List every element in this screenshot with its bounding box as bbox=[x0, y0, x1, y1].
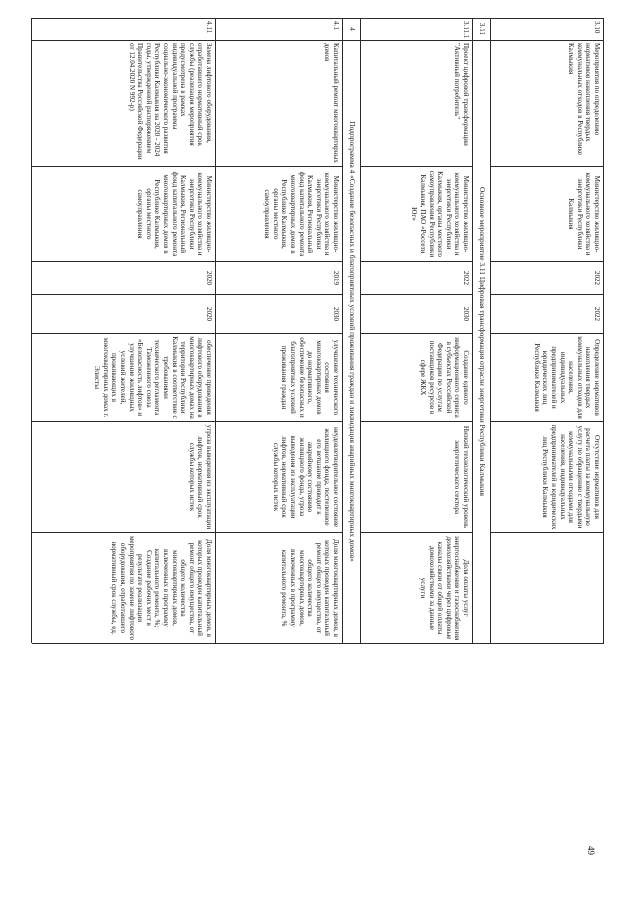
column-border bbox=[216, 643, 343, 644]
cell-name: Капитальный ремонт многоквартирных домов bbox=[323, 43, 340, 163]
cell-name: Мероприятия по определению нормативов накопления твердых коммунальных отходов в Республике Калмыкия bbox=[567, 43, 601, 156]
cell-name: Проект цифровой трансформации "Активный потребитель" bbox=[453, 43, 470, 146]
column-border bbox=[343, 643, 361, 644]
cell-exec: Министерство жилищно-коммунального хозяйства и энергетики Республики Калмыкия, органы местного самоуправления Республики Калмыкия, ПАО «Россети Юг» bbox=[410, 170, 470, 258]
cell-num: 4.11 bbox=[205, 21, 213, 34]
cell-start: 2022 bbox=[593, 270, 601, 286]
cell-num: 3.10 bbox=[593, 21, 601, 34]
cell-exec: Министерство жилищно-коммунального хозяйства и энергетики Республики Калмыкия, Региональный фонд капитального ремонта многоквартирных домов в Республике Калмыкия, органы местного самоуправления bbox=[263, 171, 340, 257]
column-border bbox=[473, 643, 491, 644]
column-border bbox=[361, 643, 473, 644]
cell-result: Создание единого информационного сервиса в субъектах Российской Федерации по услугам поставщиков ресурсов в сфере ЖКХ bbox=[419, 337, 470, 418]
cell-ind: Доля многоквартирных домов, в которых проведен капитальный ремонт общего имущества, от общего количества многоквартирных домов, включенных в программу капитального ремонта, %; Создание рабочих мест в результате реализации мероприятия по замене лифтового оборудования, отработавшего нормативный срок службы, ед. bbox=[110, 535, 213, 641]
row-border bbox=[215, 18, 216, 643]
row-border bbox=[31, 18, 32, 643]
cell-cons: неудовлетворительное состояние жилищного фонда, постепенное его ветшание приводит к аварийному состоянию жилищного фонда, угроза выведения из эксплуатации лифтов, нормативный срок службы которых истек bbox=[271, 426, 340, 528]
rotated-table-page bbox=[32, 18, 604, 876]
cell-result: Определение нормативов накопления твердых коммунальных отходов для населения, индивидуальных предпринимателей и юридических лиц Республики Калмыкия bbox=[532, 336, 601, 419]
column-border bbox=[491, 643, 604, 644]
cell-end: 2020 bbox=[205, 306, 213, 322]
row-border bbox=[603, 18, 604, 643]
row-border bbox=[360, 18, 361, 643]
cell-name: Замена лифтового оборудования, отработавшего нормативный срок службы (реализация мероприятия предусмотрена в рамках индивидуальной программы социально-экономического развития Республики Калмыкия на 2020 - 2024 годы, утвержденной распоряжением Правительства Российской Федерации от 12.04.2020 N 992-р) bbox=[127, 43, 213, 160]
cell-cons: Отсутствие нормативов для расчета платы за коммунальную услугу по обращению с твердыми коммунальными отходами для населения, индивидуальных предпринимателей и юридических лиц Республики Калмыкия bbox=[541, 424, 601, 530]
cell-exec: Министерство жилищно-коммунального хозяйства и энергетики Республики Калмыкия bbox=[567, 172, 601, 256]
cell-cons: угроза выведения из эксплуатации лифтов, нормативный срок службы которых истек bbox=[187, 424, 213, 530]
cell-ind bbox=[492, 533, 602, 643]
cell-num: 3.11.1 bbox=[462, 21, 470, 39]
cell-end: 2030 bbox=[462, 306, 470, 322]
cell-result: улучшение технического состояния многоквартирных домов до нормативного, обеспечение безопасных и благоприятных условий проживания граждан bbox=[280, 337, 340, 418]
cell-start: 2019 bbox=[332, 270, 340, 286]
cell-exec: Министерство жилищно-коммунального хозяйства и энергетики Республики Калмыкия, Региональный фонд капитального ремонта многоквартирных домов в Республике Калмыкия, органы местного самоуправления bbox=[136, 171, 213, 257]
cell-number: 3.11 bbox=[478, 22, 486, 36]
cell-num: 4.1 bbox=[332, 21, 340, 30]
cell-cons: Низкий технологический уровень энергетического сектора bbox=[453, 425, 470, 529]
row-border bbox=[490, 18, 491, 643]
column-border bbox=[473, 40, 491, 41]
cell-result: обеспечение приведения лифтового оборудования в многоквартирных домах на территории Республики Калмыкия в соответствие с требованиями технического регламента Таможенного союза «Безопасность лифтов» и улучшение жилищных условий жителей, проживающих в многоквартирных домах г. Элисты bbox=[93, 336, 213, 419]
cell-start: 2022 bbox=[462, 270, 470, 286]
cell-ind: Доля оплаты услуг энергоснабжения и газоснабжения домохозяйствами через цифровые каналы связи от общей оплаты домохозяйствами за данные услуги bbox=[419, 535, 470, 641]
cell-end: 2030 bbox=[332, 306, 340, 322]
cell-ind: Доля многоквартирных домов, в которых проведен капитальный ремонт общего имущества, от общего количества многоквартирных домов, включенных в программу капитального ремонта, % bbox=[280, 539, 340, 637]
column-border bbox=[343, 40, 361, 41]
section-heading: Подпрограмма 4 «Создание безопасных и благоприятных условий проживания граждан и ликвидация аварийных многоквартирных домов» bbox=[348, 121, 357, 562]
cell-end: 2022 bbox=[593, 306, 601, 322]
column-border bbox=[32, 643, 216, 644]
section-heading: Основное мероприятие 3.11 Цифровая трансформация отрасли энергетики Республики Калмыкия bbox=[478, 187, 487, 496]
cell-start: 2020 bbox=[205, 270, 213, 286]
page-number: 49 bbox=[586, 846, 596, 855]
cell-number: 4 bbox=[348, 27, 356, 31]
